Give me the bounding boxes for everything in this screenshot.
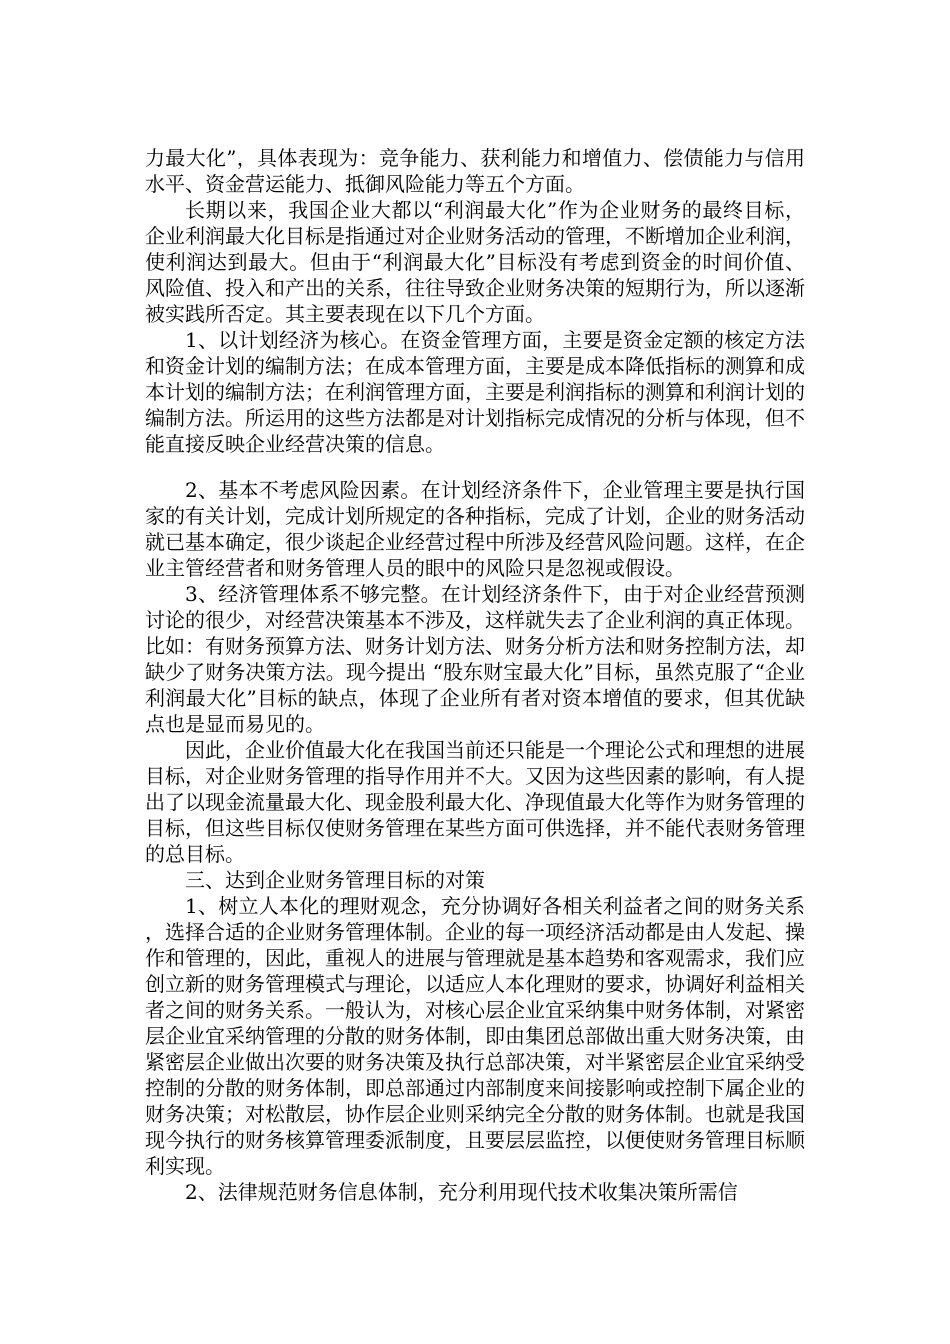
paragraph-therefore: 因此，企业价值最大化在我国当前还只能是一个理论公式和理想的进展目标，对企业财务管理的指导作用并不大。又因为这些因素的影响，有人提出了以现金流量最大化、现金股利最大化、净现值最大化等作为财务管理的目标，但这些目标仅使财务管理在某些方面可供选择，并不能代表财务管理的总目标。 bbox=[145, 738, 805, 866]
paragraph-countermeasure-1: 1、树立人本化的理财观念，充分协调好各相关利益者之间的财务关系，选择合适的企业财务管理体制。企业的每一项经济活动都是由人发起、操作和管理的，因此，重视人的进展与管理就是基本趋势和客观需求，我们应创立新的财务管理模式与理论，以适应人本化理财的要求，协调好利益相关者之间的财务关系。一般认为，对核心层企业宜采纳集中财务体制，对紧密层企业宜采纳管理的分散的财务体制，即由集团总部做出重大财务决策，由紧密层企业做出次要的财务决策及执行总部决策，对半紧密层企业宜采纳受控制的分散的财务体制，即总部通过内部制度来间接影响或控制下属企业的财务决策；对松散层，协作层企业则采纳完全分散的财务体制。也就是我国现今执行的财务核算管理委派制度，且要层层监控，以便使财务管理目标顺利实现。 bbox=[145, 894, 805, 1178]
paragraph-point-1-planned-economy: 1、以计划经济为核心。在资金管理方面，主要是资金定额的核定方法和资金计划的编制方法；在成本管理方面，主要是成本降低指标的测算和成本计划的编制方法；在利润管理方面，主要是利润指标的测算和利润计划的编制方法。所运用的这些方法都是对计划指标完成情况的分析与体现，但不能直接反映企业经营决策的信息。 bbox=[145, 328, 805, 456]
paragraph-point-2-risk: 2、基本不考虑风险因素。在计划经济条件下，企业管理主要是执行国家的有关计划，完成计划所规定的各种指标，完成了计划，企业的财务活动就已基本确定，很少谈起企业经营过程中所涉及经营风险问题。这样，在企业主管经营者和财务管理人员的眼中的风险只是忽视或假设。 bbox=[145, 478, 805, 580]
section-heading-countermeasures: 三、达到企业财务管理目标的对策 bbox=[185, 868, 485, 892]
paragraph-profit-maximization: 长期以来，我国企业大都以“利润最大化”作为企业财务的最终目标，企业利润最大化目标是指通过对企业财务活动的管理，不断增加企业利润，使利润达到最大。但由于“利润最大化”目标没有考虑到资金的时间价值、风险值、投入和产出的关系，往往导致企业财务决策的短期行为，所以逐渐被实践所否定。其主要表现在以下几个方面。 bbox=[145, 198, 805, 326]
document-page bbox=[145, 145, 805, 1205]
paragraph-point-3-management-system: 3、经济管理体系不够完整。在计划经济条件下，由于对企业经营预测讨论的很少，对经营决策基本不涉及，这样就失去了企业利润的真正体现。比如：有财务预算方法、财务计划方法、财务分析方法和财务控制方法，却缺少了财务决策方法。现今提出 “股东财宝最大化”目标，虽然克服了“企业利润最大化”目标的缺点，体现了企业所有者对资本增值的要求，但其优缺点也是显而易见的。 bbox=[145, 582, 805, 736]
paragraph-countermeasure-2: 2、法律规范财务信息体制，充分利用现代技术收集决策所需信 bbox=[185, 1180, 738, 1204]
paragraph-continuation: 力最大化”，具体表现为：竞争能力、获利能力和增值力、偿债能力与信用水平、资金营运能力、抵御风险能力等五个方面。 bbox=[145, 146, 805, 196]
